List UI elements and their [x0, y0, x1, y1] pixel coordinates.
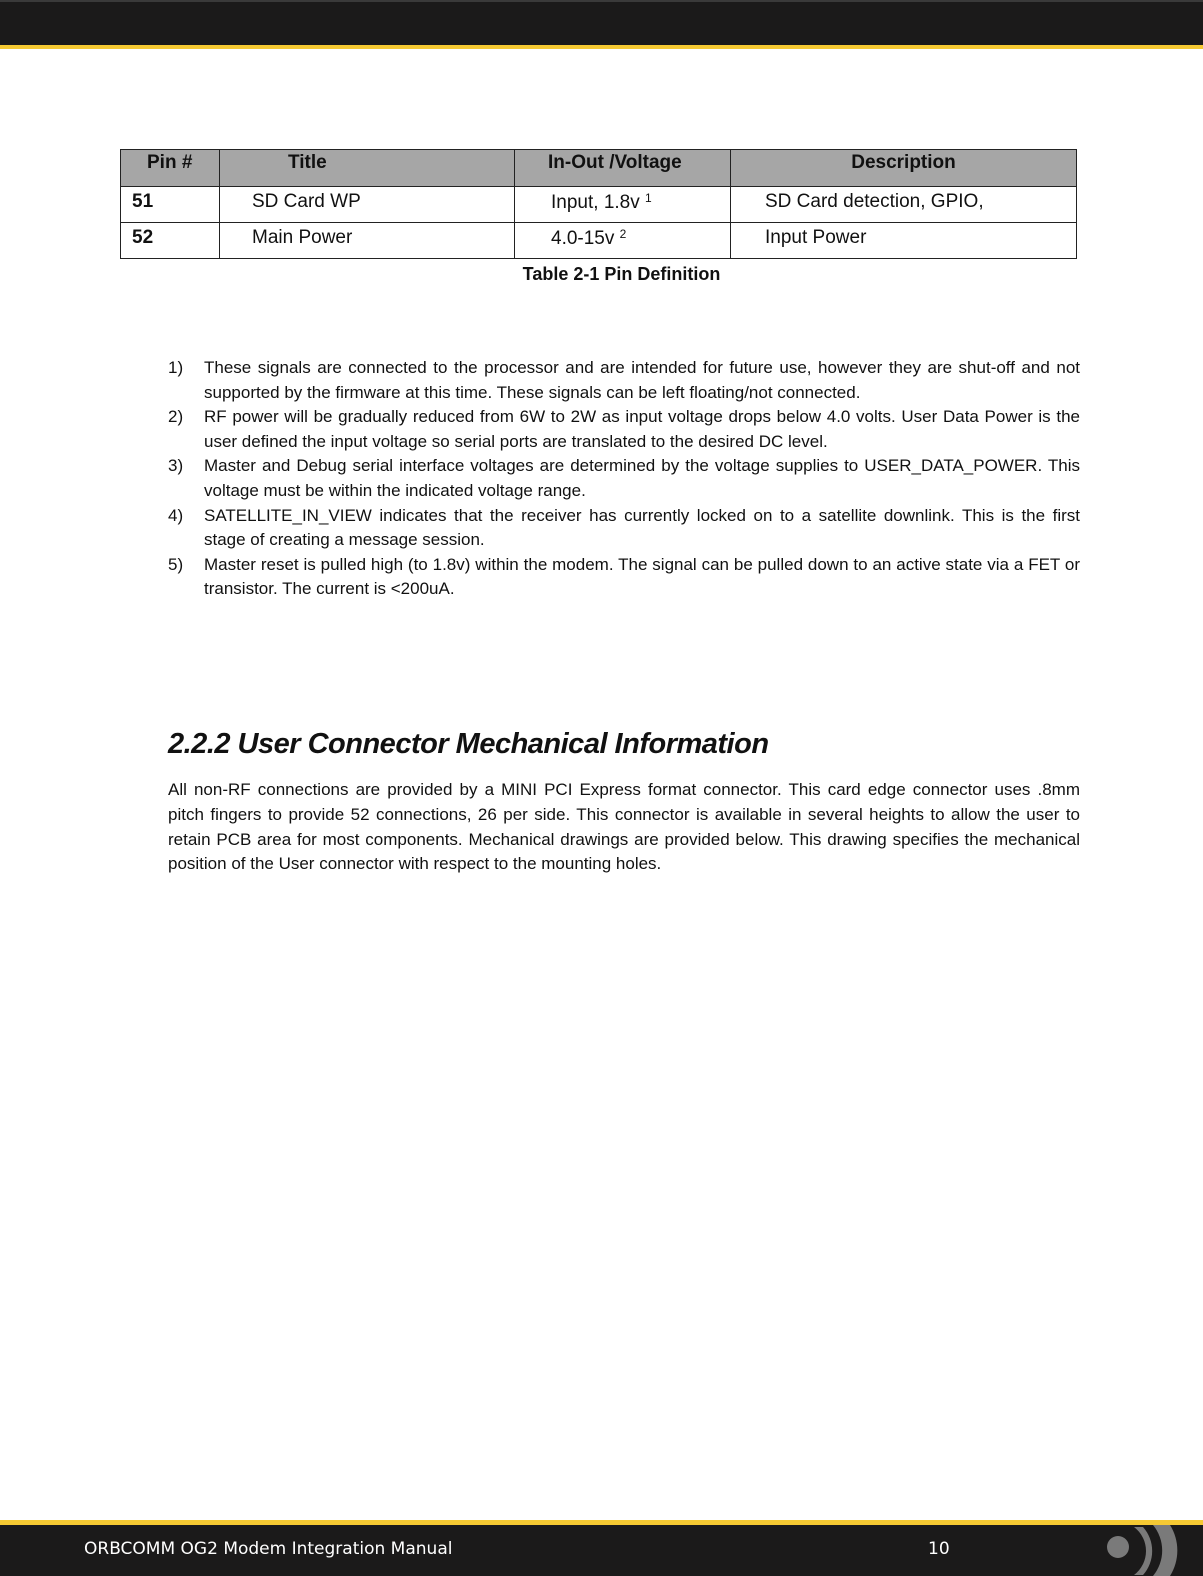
footnote-text: Master and Debug serial interface voltages are determined by the voltage supplies to USER_DATA_POWER. This voltage must be within the indicated voltage range.: [204, 456, 1080, 500]
cell-description: SD Card detection, GPIO,: [731, 187, 1077, 223]
table-caption: Table 2-1 Pin Definition: [522, 264, 721, 284]
column-header-title: Title: [220, 150, 515, 187]
footnote-ref: 2: [619, 227, 627, 241]
footnote-item: [168, 454, 1080, 503]
footnote-text: These signals are connected to the processor and are intended for future use, however they are shut-off and not supported by the firmware at this time. These signals can be left floating/not connected.: [204, 358, 1080, 402]
cell-voltage: [515, 187, 731, 223]
cell-description: Input Power: [731, 223, 1077, 259]
footnote-text: RF power will be gradually reduced from 6W to 2W as input voltage drops below 4.0 volts. User Data Power is the user defined the input voltage so serial ports are translated to the desired DC level.: [204, 407, 1080, 451]
page-footer-bar: [0, 1525, 1203, 1576]
footnote-list: [168, 356, 1080, 602]
column-header-voltage: In-Out /Voltage: [515, 150, 731, 187]
footnote-number: 4): [168, 505, 184, 525]
footnote-item: [168, 356, 1080, 405]
page-header-bar: [0, 0, 1203, 45]
cell-pin: 52: [121, 223, 220, 259]
pin-definition-table: [120, 149, 1077, 259]
footnote-number: 2): [168, 407, 184, 427]
footnote-text: SATELLITE_IN_VIEW indicates that the receiver has currently locked on to a satellite downlink. This is the first stage of creating a message session.: [204, 505, 1080, 550]
footnote-ref: 1: [645, 191, 652, 205]
footnote-item: [168, 405, 1080, 454]
header-accent-stripe: [0, 45, 1203, 49]
footnote-item: [168, 504, 1080, 553]
footer-document-title: ORBCOMM OG2 Modem Integration Manual: [84, 1539, 453, 1559]
cell-title: Main Power: [220, 223, 515, 259]
footnote-item: [168, 553, 1080, 602]
footnote-number: 5): [168, 554, 184, 574]
orbcomm-signal-logo-icon: [1100, 1525, 1203, 1576]
footnote-number: 3): [168, 456, 184, 476]
voltage-value: 4.0-15v: [551, 228, 615, 249]
column-header-pin: Pin #: [121, 150, 220, 187]
cell-voltage: [515, 223, 731, 259]
column-header-description: Description: [731, 150, 1077, 187]
voltage-value: Input, 1.8v: [551, 192, 640, 213]
table-row: [121, 187, 1077, 223]
footnote-text: Master reset is pulled high (to 1.8v) within the modem. The signal can be pulled down to an active state via a FET or transistor. The current is <200uA.: [204, 554, 1080, 599]
page-number: 10: [928, 1539, 950, 1559]
footnote-number: 1): [168, 358, 184, 377]
section-paragraph: All non-RF connections are provided by a MINI PCI Express format connector. This card edge connector uses .8mm pitch fingers to provide 52 connections, 26 per side. This connector is available in several heights to allow the user to retain PCB area for most components. Mechanical drawings are provided below. This drawing specifies the mechanical position of the User connector with respect to the mounting holes.: [168, 780, 1080, 874]
table-header-row: [121, 150, 1077, 187]
section-heading: 2.2.2 User Connector Mechanical Information: [168, 728, 769, 760]
table-row: [121, 223, 1077, 259]
cell-title: SD Card WP: [220, 187, 515, 223]
cell-pin: 51: [121, 187, 220, 223]
